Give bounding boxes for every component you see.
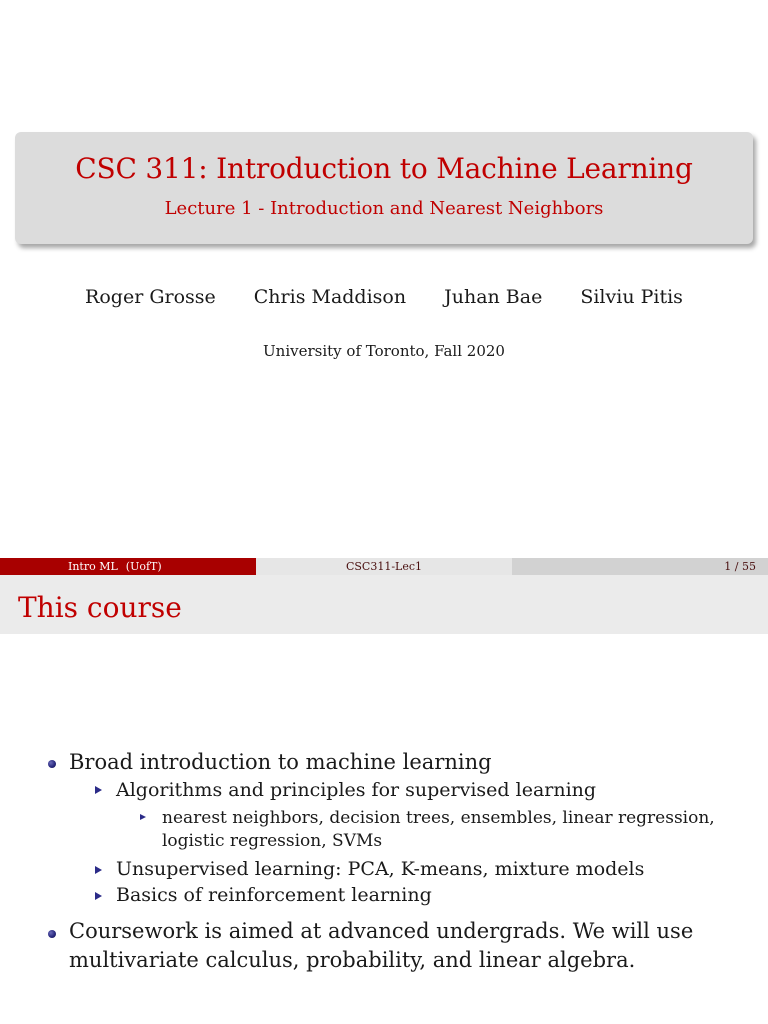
footer-short-title: Intro ML bbox=[68, 560, 118, 573]
slide-title: CSC 311: Introduction to Machine Learning bbox=[75, 152, 693, 185]
list-item: Algorithms and principles for supervised learning bbox=[116, 779, 597, 801]
author-name: Juhan Bae bbox=[444, 286, 543, 308]
slide-subtitle: Lecture 1 - Introduction and Nearest Neighbors bbox=[164, 198, 604, 219]
frame-title: This course bbox=[18, 591, 182, 624]
bullet-icon bbox=[48, 760, 56, 768]
list-item: Broad introduction to machine learning bbox=[69, 750, 492, 774]
page-number: 1 / 55 bbox=[724, 560, 756, 573]
footer-institute: (UofT) bbox=[125, 560, 162, 573]
frame-title-bar bbox=[0, 575, 768, 634]
title-block bbox=[15, 132, 753, 244]
footer-right bbox=[512, 558, 768, 575]
triangle-bullet-icon bbox=[95, 786, 102, 794]
footer-lecture: CSC311-Lec1 bbox=[256, 558, 512, 575]
slide-footer bbox=[0, 558, 768, 575]
list-item: Unsupervised learning: PCA, K-means, mixture models bbox=[116, 858, 645, 880]
triangle-bullet-icon bbox=[95, 892, 102, 900]
footer-left bbox=[0, 558, 256, 575]
author-name: Silviu Pitis bbox=[580, 286, 683, 308]
bullet-icon bbox=[48, 930, 56, 938]
affiliation: University of Toronto, Fall 2020 bbox=[263, 342, 505, 360]
triangle-bullet-icon bbox=[95, 866, 102, 874]
author-name: Roger Grosse bbox=[85, 286, 216, 308]
author-name: Chris Maddison bbox=[253, 286, 407, 308]
author-list bbox=[0, 286, 768, 308]
list-item: Basics of reinforcement learning bbox=[116, 884, 432, 906]
frame-content bbox=[0, 634, 768, 1024]
list-item-continuation: logistic regression, SVMs bbox=[162, 831, 383, 851]
list-item: Coursework is aimed at advanced undergrads. We will use bbox=[69, 919, 694, 943]
list-item-continuation: multivariate calculus, probability, and linear algebra. bbox=[69, 948, 636, 972]
triangle-bullet-icon bbox=[140, 814, 146, 820]
list-item: nearest neighbors, decision trees, ensembles, linear regression, bbox=[162, 808, 715, 828]
